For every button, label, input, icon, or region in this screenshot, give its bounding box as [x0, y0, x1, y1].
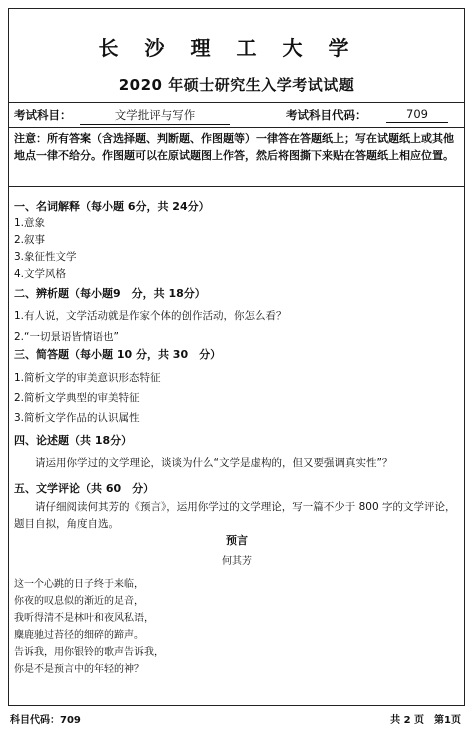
footer-subject-code: 科目代码：709 — [10, 715, 81, 726]
poem-body — [14, 576, 460, 678]
university-name: 长沙理工大学 — [98, 36, 375, 60]
poem-line: 我听得清不是林叶和夜风私语， — [14, 613, 154, 624]
poem-line: 这一个心跳的日子终于来临， — [14, 579, 144, 590]
section-1 — [14, 198, 460, 283]
subject-row — [14, 107, 464, 125]
poem-line: 你是不是预言中的年轻的神？ — [14, 664, 144, 675]
poem-title: 预言 — [226, 534, 248, 547]
notice-text: 注意：所有答案（含选择题、判断题、作图题等）一律答在答题纸上；写在试题纸上或其他地点一律不给分。作图题可以在原试题图上作答，然后将图撕下来贴在答题纸上相应位置。 — [14, 132, 454, 162]
section-title: 二、辨析题（每小题9 分，共 18分） — [14, 287, 206, 300]
poem-line: 告诉我，用你银铃的歌声告诉我， — [14, 647, 164, 658]
notice-divider — [8, 186, 465, 187]
question-text: 请仔细阅读何其芳的《预言》，运用你学过的文学理论，写一篇不少于 800 字的文学评论，题目自拟，角度自选。 — [14, 501, 456, 530]
subject-divider — [8, 127, 465, 128]
footer-page-number: 共 2 页 第1页 — [390, 715, 461, 726]
list-item: 3.象征性文学 — [14, 251, 77, 263]
subject-code-label: 考试科目代码： — [286, 108, 367, 122]
poem-line: 麋鹿驰过苔径的细碎的蹄声。 — [14, 630, 144, 641]
subject-label: 考试科目： — [14, 108, 72, 122]
section-3 — [14, 346, 460, 427]
section-2 — [14, 285, 460, 346]
poem-line: 你夜的叹息似的渐近的足音， — [14, 596, 144, 607]
list-item: 1.有人说，文学活动就是作家个体的创作活动，你怎么看？ — [14, 310, 287, 322]
list-item: 4.文学风格 — [14, 268, 67, 280]
section-title: 一、名词解释（每小题 6分，共 24分） — [14, 200, 210, 213]
list-item: 2.简析文学典型的审美特征 — [14, 392, 140, 404]
header-divider — [8, 102, 465, 103]
subject-code-value: 709 — [386, 107, 448, 123]
subject-value: 文学批评与写作 — [80, 107, 230, 125]
question-text: 请运用你学过的文学理论，谈谈为什么“文学是虚构的，但又要强调真实性”？ — [35, 457, 393, 469]
section-title: 五、文学评论（共 60 分） — [14, 482, 155, 495]
section-title: 四、论述题（共 18分） — [14, 434, 133, 447]
poem-author: 何其芳 — [222, 556, 252, 567]
list-item: 3.简析文学作品的认识属性 — [14, 412, 140, 424]
list-item: 1.简析文学的审美意识形态特征 — [14, 372, 161, 384]
list-item: 2.叙事 — [14, 234, 46, 246]
exam-title: 2020 年硕士研究生入学考试试题 — [118, 76, 355, 94]
section-5 — [14, 480, 460, 533]
section-title: 三、简答题（每小题 10 分，共 30 分） — [14, 348, 222, 361]
section-4 — [14, 432, 460, 472]
list-item: 2.“一切景语皆情语也” — [14, 331, 119, 343]
list-item: 1.意象 — [14, 217, 46, 229]
